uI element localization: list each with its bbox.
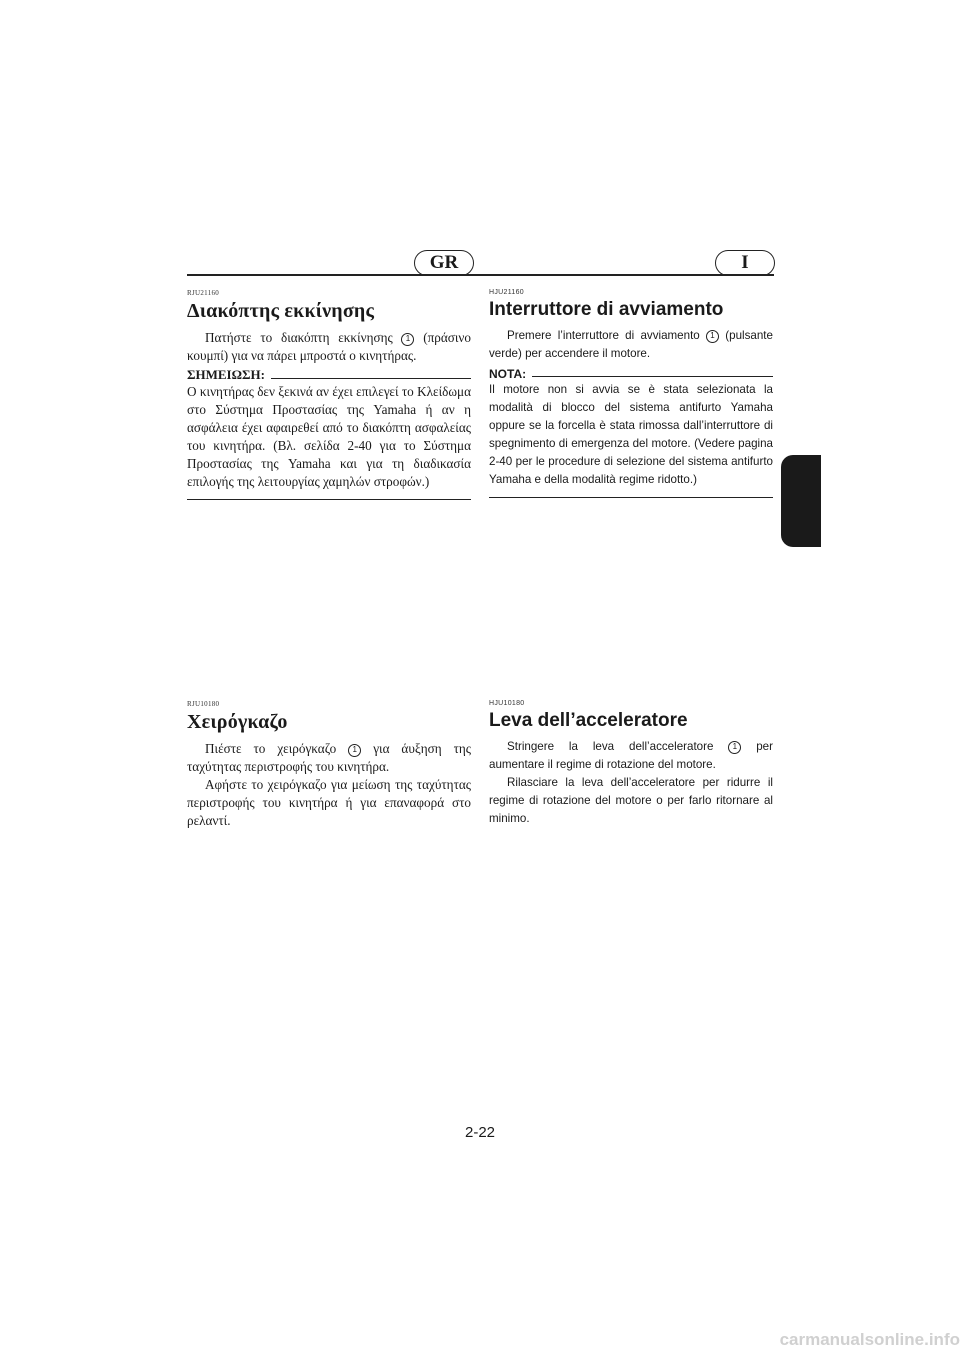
- note-end-rule: [489, 497, 773, 498]
- paragraph: Πιέστε το χειρόγκαζο 1 για άυξηση της ταχύτητας περιστροφής του κινητήρα.: [187, 741, 471, 774]
- language-badge-gr: [414, 250, 474, 276]
- note-rule: [532, 376, 773, 377]
- note-rule: [271, 378, 471, 379]
- note-header: [489, 363, 773, 381]
- section-code: RJU21160: [187, 289, 220, 297]
- note-text: Ο κινητήρας δεν ξεκινά αν έχει επιλεγεί το Κλείδωμα στο Σύστημα Προστασίας της Yamaha ή αν η ασφάλεια έχει αφαιρεθεί από το διακόπτη ασφαλείας του κινητήρα. (Βλ. σελίδα 2-40 για το Σύστημα Προστασίας της Yamaha και για τη διαδικασία επιλογής της λειτουργίας χαμηλών στροφών.): [187, 384, 471, 489]
- header-divider: [187, 274, 774, 276]
- page-number: 2-22: [464, 1124, 496, 1141]
- paragraph: Stringere la leva dell’acceleratore 1 per aumentare il regime di rotazione del motore.: [489, 740, 773, 771]
- section-code: HJU10180: [489, 700, 525, 707]
- language-label-gr: GR: [429, 252, 459, 273]
- site-watermark[interactable]: carmanualsonline.info: [779, 1330, 960, 1349]
- paragraph: Premere l’interruttore di avviamento 1 (pulsante verde) per accendere il motore.: [489, 329, 773, 360]
- greek-throttle-section: [187, 700, 471, 830]
- callout-number: 1: [706, 330, 719, 343]
- language-badge-it: [715, 250, 775, 276]
- callout-number: 1: [348, 744, 361, 757]
- paragraph: Αφήστε το χειρόγκαζο για μείωση της ταχύτητας περιστροφής του κινητήρα ή για επαναφορά στο ρελαντί.: [187, 777, 471, 828]
- italian-start-switch-section: [489, 289, 773, 498]
- note-header: [187, 365, 471, 383]
- note-label: ΣΗΜΕΙΩΣΗ:: [187, 367, 265, 382]
- language-label-it: I: [741, 252, 749, 273]
- paragraph: Πατήστε το διακόπτη εκκίνησης 1 (πράσινο κουμπί) για να πάρει μπροστά ο κινητήρας.: [187, 330, 471, 363]
- section-title: Χειρόγκαζο: [187, 711, 288, 733]
- note-label: NOTA:: [489, 367, 527, 381]
- section-code: HJU21160: [489, 289, 524, 296]
- note-text: Il motore non si avvia se è stata selezionata la modalità di blocco del sistema antifurto Yamaha oppure se la forcella è stata rimossa dall’interruttore di spegnimento di emergenza del motore. (Vedere pagina 2-40 per le procedure di selezione del sistema antifurto Yamaha e della modalità regime ridotto.): [489, 383, 773, 486]
- note-end-rule: [187, 499, 471, 500]
- callout-number: 1: [728, 741, 741, 754]
- paragraph: Rilasciare la leva dell’acceleratore per ridurre il regime di rotazione del motore o per farlo ritornare al minimo.: [489, 776, 773, 825]
- section-title: Leva dell’acceleratore: [489, 710, 688, 731]
- callout-number: 1: [401, 333, 414, 346]
- section-title: Διακόπτης εκκίνησης: [187, 300, 375, 322]
- italian-throttle-section: [489, 700, 773, 828]
- section-code: RJU10180: [187, 700, 220, 708]
- greek-start-switch-section: [187, 289, 471, 500]
- chapter-side-tab: [781, 455, 821, 547]
- section-title: Interruttore di avviamento: [489, 299, 724, 320]
